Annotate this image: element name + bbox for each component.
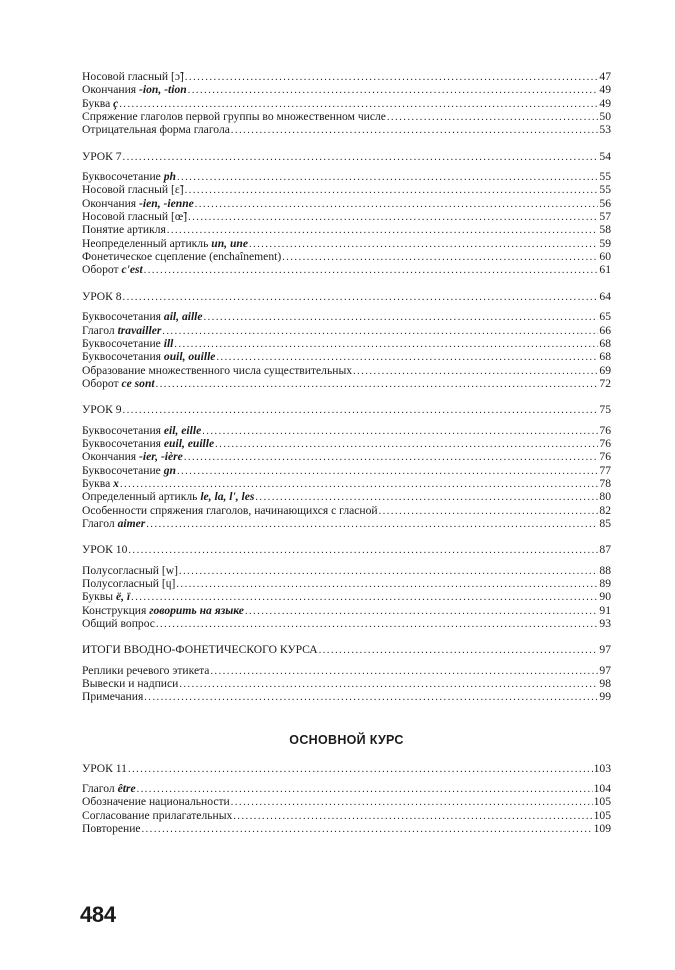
- toc-entry-page: 78: [599, 476, 611, 490]
- toc-entry: [82, 664, 611, 677]
- toc-entry-term: c'est: [121, 263, 143, 277]
- toc-entry: [82, 364, 611, 377]
- toc-entry: [82, 83, 611, 96]
- toc-group: [82, 664, 611, 704]
- toc-group: [82, 310, 611, 390]
- toc-entry-page: 87: [599, 543, 611, 557]
- toc-entry-title: [82, 782, 136, 795]
- dot-leader: [216, 351, 598, 364]
- dot-leader: [179, 565, 598, 578]
- toc-entry-title: [82, 364, 352, 377]
- toc-entry-page: 85: [599, 516, 611, 530]
- toc-entry-page: 80: [599, 490, 611, 504]
- toc-entry-text: Окончания: [82, 196, 140, 210]
- dot-leader: [195, 198, 599, 211]
- toc-lesson-title: УРОК 9: [82, 403, 122, 417]
- toc-lesson-entry: [82, 403, 611, 416]
- toc-lesson-title: УРОК 8: [82, 289, 122, 303]
- toc-entry-text: Носовой гласный [ɛ̃]: [82, 183, 184, 197]
- toc-lesson-entry: [82, 150, 611, 163]
- dot-leader: [282, 251, 598, 264]
- toc-entry: [82, 437, 611, 450]
- toc-entry: [82, 822, 611, 835]
- toc-entry: [82, 337, 611, 350]
- toc-entry-page: 57: [599, 210, 611, 224]
- dot-leader: [144, 691, 598, 704]
- toc-entry-title: [82, 197, 194, 210]
- toc-entry-term: x: [113, 476, 119, 490]
- toc-entry-text: Общий вопрос: [82, 617, 155, 631]
- toc-entry-page: 55: [599, 183, 611, 197]
- toc-entry-title: [82, 237, 248, 250]
- dot-leader: [144, 264, 599, 277]
- dot-leader: [142, 823, 593, 836]
- toc-entry-page: 56: [599, 196, 611, 210]
- toc-lesson-entry: [82, 762, 611, 775]
- toc-entry-text: Обозначение национальности: [82, 795, 230, 809]
- dot-leader: [255, 491, 598, 504]
- dot-leader: [353, 365, 598, 378]
- toc-entry-page: 59: [599, 236, 611, 250]
- toc-entry-page: 50: [599, 110, 611, 124]
- toc-entry: [82, 324, 611, 337]
- toc-entry-text: Спряжение глаголов первой группы во множественном числе: [82, 110, 386, 124]
- spacer: [82, 630, 611, 643]
- spacer: [82, 530, 611, 543]
- toc-entry-text: Носовой гласный [ɔ̃]: [82, 70, 184, 83]
- toc-entry-text: Примечания: [82, 690, 144, 704]
- toc-entry-text: Образование множественного числа существительных: [82, 363, 353, 377]
- toc-entry-title: [82, 504, 378, 517]
- toc-entry: [82, 477, 611, 490]
- toc-entry-title: [82, 577, 175, 590]
- toc-entry-page: 60: [599, 250, 611, 264]
- toc-entry-page: 109: [593, 822, 611, 836]
- toc-entry: [82, 250, 611, 263]
- toc-entry-title: [82, 70, 184, 83]
- toc-entry-term: ouil, ouille: [163, 350, 216, 364]
- toc-entry-text: Особенности спряжения глаголов, начинающихся с гласной: [82, 503, 378, 517]
- spacer: [82, 390, 611, 403]
- toc-entry-title: [82, 450, 183, 463]
- toc-entry-title: [82, 310, 203, 323]
- toc-entry-title: [82, 517, 145, 530]
- page-number: 484: [80, 902, 116, 927]
- toc-entry-title: [82, 183, 184, 196]
- toc-entry-text: Окончания: [82, 83, 140, 97]
- toc-entry-title: [82, 210, 187, 223]
- toc-entry-title: [82, 110, 386, 123]
- toc-lesson-title: УРОК 10: [82, 543, 128, 557]
- toc-entry-text: Буквосочетание: [82, 463, 164, 477]
- toc-entry-page: 66: [599, 323, 611, 337]
- toc-entry-text: Буква: [82, 476, 114, 490]
- toc-entry-page: 69: [599, 363, 611, 377]
- toc-entry-page: 68: [599, 336, 611, 350]
- toc-entry: [82, 490, 611, 503]
- toc-lesson-heading: [82, 543, 611, 556]
- toc-entry: [82, 464, 611, 477]
- toc-entry-title: [82, 324, 161, 337]
- toc-entry: [82, 183, 611, 196]
- toc-entry-text: Глагол: [82, 782, 118, 796]
- toc-entry-page: 68: [599, 350, 611, 364]
- dot-leader: [174, 338, 598, 351]
- toc-entry-text: Полусогласный [w]: [82, 563, 178, 577]
- toc-entry-title: [82, 424, 201, 437]
- toc-entry-term: -ien, -ienne: [139, 196, 194, 210]
- toc-lesson-title: УРОК 7: [82, 149, 122, 163]
- toc-entry-text: Отрицательная форма глагола: [82, 123, 230, 137]
- dot-leader: [120, 478, 598, 491]
- toc-entry-term: ill: [163, 336, 174, 350]
- toc-entry: [82, 210, 611, 223]
- toc-entry-text: Вывески и надписи: [82, 677, 179, 691]
- toc-entry-term: ë, ï: [115, 590, 131, 604]
- toc-entry-page: 105: [593, 808, 611, 822]
- toc-entry-page: 98: [599, 677, 611, 691]
- toc-entry-title: [82, 590, 130, 603]
- toc-entry: [82, 504, 611, 517]
- toc-entry-page: 76: [599, 436, 611, 450]
- dot-leader: [188, 84, 599, 97]
- toc-lesson-title: ИТОГИ ВВОДНО-ФОНЕТИЧЕСКОГО КУРСА: [82, 643, 318, 657]
- spacer: [82, 704, 611, 717]
- toc-entry-term: ph: [163, 170, 176, 184]
- toc-entry-text: Буквосочетания: [82, 350, 164, 364]
- toc-entry-text: Буквы: [82, 590, 116, 604]
- toc-entry-text: Повторение: [82, 822, 141, 836]
- toc-lesson-heading: [82, 403, 611, 416]
- toc-entry-page: 103: [593, 761, 611, 775]
- toc-entry-term: être: [117, 782, 136, 796]
- dot-leader: [231, 124, 599, 137]
- dot-leader: [137, 783, 593, 796]
- toc-entry-title: [82, 350, 215, 363]
- dot-leader: [210, 665, 598, 678]
- toc-entry-page: 58: [599, 223, 611, 237]
- toc-entry-title: [82, 564, 178, 577]
- toc-entry-page: 89: [599, 577, 611, 590]
- toc-entry-page: 93: [599, 617, 611, 631]
- toc-entry-text: Согласование прилагательных: [82, 808, 233, 822]
- toc-entry-text: Буквосочетания: [82, 310, 164, 324]
- toc-entry-term: -ier, -ière: [139, 450, 183, 464]
- toc-entry-page: 90: [599, 590, 611, 604]
- toc-entry-term: говорить на языке: [149, 603, 244, 617]
- toc-entry: [82, 450, 611, 463]
- toc-entry: [82, 690, 611, 703]
- dot-leader: [156, 378, 599, 391]
- toc-entry-term: -ion, -tion: [139, 83, 187, 97]
- dot-leader: [233, 810, 592, 823]
- toc-entry: [82, 809, 611, 822]
- toc-entry-title: [82, 223, 166, 236]
- toc-entry-page: 91: [599, 603, 611, 617]
- dot-leader: [387, 111, 598, 124]
- toc-entry: [82, 170, 611, 183]
- toc-entry-text: Глагол: [82, 516, 118, 530]
- toc-entry-page: 54: [599, 149, 611, 163]
- toc-entry-page: 65: [599, 310, 611, 324]
- dot-leader: [215, 438, 598, 451]
- dot-leader: [202, 425, 598, 438]
- dot-leader: [379, 505, 599, 518]
- toc-entry: [82, 123, 611, 136]
- toc-entry-text: Окончания: [82, 450, 140, 464]
- dot-leader: [123, 291, 599, 304]
- toc-entry-text: Носовой гласный [œ̃]: [82, 210, 188, 224]
- toc-entry-text: Буквосочетания: [82, 436, 164, 450]
- toc-lesson-heading: [82, 290, 611, 303]
- toc-entry-term: le, la, l', les: [200, 490, 255, 504]
- toc-entry: [82, 223, 611, 236]
- toc-entry-title: [82, 617, 155, 630]
- toc-entry: [82, 310, 611, 323]
- toc-entry: [82, 677, 611, 690]
- toc-entry-title: [82, 809, 232, 822]
- toc-entry: [82, 97, 611, 110]
- dot-leader: [319, 644, 599, 657]
- toc-entry-term: gn: [163, 463, 176, 477]
- toc-entry-title: [82, 490, 254, 503]
- toc-entry: [82, 564, 611, 577]
- toc-entry-page: 99: [599, 690, 611, 704]
- toc-entry-title: [82, 263, 143, 276]
- toc-entry-text: Буквосочетание: [82, 336, 164, 350]
- toc-group: [82, 70, 611, 137]
- dot-leader: [204, 311, 599, 324]
- dot-leader: [184, 451, 599, 464]
- dot-leader: [128, 544, 598, 557]
- toc-entry-term: un, une: [211, 236, 248, 250]
- table-of-contents: [82, 70, 611, 835]
- toc-entry-page: 82: [599, 503, 611, 517]
- toc-entry-page: 88: [599, 563, 611, 577]
- toc-entry-title: [82, 795, 230, 808]
- toc-entry-page: 76: [599, 450, 611, 464]
- toc-entry-term: ce sont: [121, 376, 155, 390]
- dot-leader: [167, 224, 599, 237]
- toc-entry: [82, 577, 611, 590]
- toc-entry-title: [82, 690, 143, 703]
- toc-group: [82, 170, 611, 277]
- toc-entry-page: 75: [599, 403, 611, 417]
- toc-entry: [82, 197, 611, 210]
- toc-entry-term: ail, aille: [163, 310, 203, 324]
- toc-group: [82, 782, 611, 835]
- dot-leader: [249, 238, 598, 251]
- toc-entry-title: [82, 677, 178, 690]
- spacer: [82, 277, 611, 290]
- dot-leader: [231, 796, 593, 809]
- toc-entry-title: [82, 604, 244, 617]
- toc-entry: [82, 782, 611, 795]
- dot-leader: [119, 98, 598, 111]
- toc-entry-title: [82, 170, 176, 183]
- toc-entry-term: eil, eille: [163, 423, 202, 437]
- dot-leader: [128, 763, 593, 776]
- toc-entry: [82, 237, 611, 250]
- toc-entry-page: 97: [599, 663, 611, 677]
- dot-leader: [156, 618, 598, 631]
- toc-lesson-heading: [82, 762, 611, 775]
- toc-lesson-entry: [82, 543, 611, 556]
- toc-entry: [82, 517, 611, 530]
- toc-entry-term: travailler: [117, 323, 162, 337]
- toc-entry-title: [82, 437, 214, 450]
- toc-entry-term: aimer: [117, 516, 146, 530]
- toc-lesson-heading: [82, 150, 611, 163]
- toc-entry-text: Понятие артикля: [82, 223, 166, 237]
- toc-entry: [82, 350, 611, 363]
- toc-entry-page: 77: [599, 463, 611, 477]
- toc-entry: [82, 110, 611, 123]
- spacer: [82, 137, 611, 150]
- toc-entry: [82, 795, 611, 808]
- dot-leader: [185, 184, 599, 197]
- toc-entry: [82, 590, 611, 603]
- dot-leader: [123, 404, 599, 417]
- toc-entry-page: 76: [599, 423, 611, 437]
- toc-entry-title: [82, 123, 230, 136]
- toc-entry-title: [82, 464, 176, 477]
- toc-entry-text: Оборот: [82, 376, 122, 390]
- toc-entry-term: ç: [113, 96, 119, 110]
- toc-lesson-entry: [82, 643, 611, 656]
- toc-entry-title: [82, 250, 281, 263]
- toc-entry-page: 53: [599, 123, 611, 137]
- toc-entry-page: 105: [593, 795, 611, 809]
- toc-entry-page: 55: [599, 170, 611, 184]
- toc-entry-text: Полусогласный [ɥ]: [82, 577, 176, 590]
- toc-entry-page: 47: [599, 70, 611, 83]
- toc-entry-text: Конструкция: [82, 603, 150, 617]
- dot-leader: [179, 678, 598, 691]
- toc-entry-text: Фонетическое сцепление (enchaînement): [82, 250, 282, 264]
- toc-entry-text: Буквосочетание: [82, 170, 164, 184]
- toc-entry-page: 61: [599, 263, 611, 277]
- toc-entry-page: 104: [593, 782, 611, 796]
- toc-entry-text: Буква: [82, 96, 114, 110]
- dot-leader: [185, 71, 599, 84]
- section-heading: ОСНОВНОЙ КУРС: [289, 732, 404, 747]
- toc-entry: [82, 377, 611, 390]
- toc-entry: [82, 604, 611, 617]
- dot-leader: [245, 605, 598, 618]
- dot-leader: [176, 578, 598, 591]
- toc-entry-text: Определенный артикль: [82, 490, 201, 504]
- toc-group: [82, 564, 611, 631]
- toc-entry-text: Глагол: [82, 323, 118, 337]
- toc-entry: [82, 617, 611, 630]
- dot-leader: [188, 211, 598, 224]
- toc-lesson-heading: [82, 643, 611, 656]
- toc-entry-text: Неопределенный артикль: [82, 236, 212, 250]
- toc-entry-title: [82, 477, 119, 490]
- toc-entry-title: [82, 83, 187, 96]
- toc-group: [82, 424, 611, 531]
- dot-leader: [123, 151, 599, 164]
- toc-entry-title: [82, 337, 173, 350]
- toc-entry-text: Реплики речевого этикета: [82, 663, 210, 677]
- toc-entry: [82, 263, 611, 276]
- toc-entry-page: 49: [599, 96, 611, 110]
- toc-lesson-entry: [82, 290, 611, 303]
- toc-entry: [82, 424, 611, 437]
- toc-entry-page: 72: [599, 376, 611, 390]
- toc-entry-text: Буквосочетания: [82, 423, 164, 437]
- toc-entry-title: [82, 822, 141, 835]
- toc-entry-title: [82, 664, 209, 677]
- toc-entry-term: euil, euille: [163, 436, 215, 450]
- toc-entry-title: [82, 377, 155, 390]
- toc-entry: [82, 70, 611, 83]
- toc-entry-page: 49: [599, 83, 611, 97]
- dot-leader: [162, 325, 598, 338]
- dot-leader: [131, 591, 598, 604]
- toc-entry-page: 64: [599, 289, 611, 303]
- toc-entry-page: 97: [599, 643, 611, 657]
- dot-leader: [177, 465, 598, 478]
- dot-leader: [146, 518, 598, 531]
- toc-lesson-title: УРОК 11: [82, 761, 127, 775]
- dot-leader: [177, 171, 598, 184]
- toc-entry-title: [82, 97, 118, 110]
- toc-entry-text: Оборот: [82, 263, 122, 277]
